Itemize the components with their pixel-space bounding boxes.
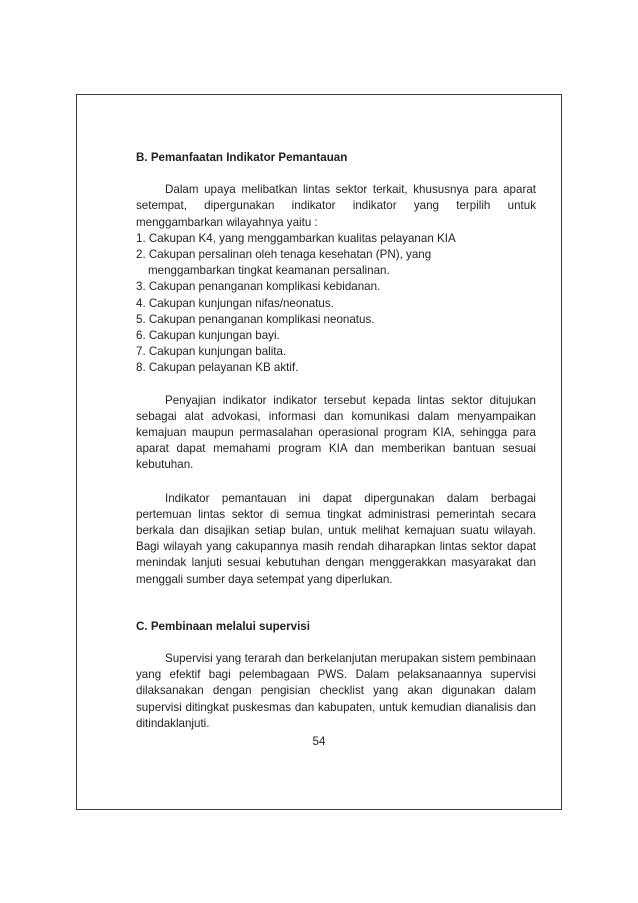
list-item-continuation: menggambarkan tingkat keamanan persalinan. <box>148 264 390 278</box>
section-c-heading: C. Pembinaan melalui supervisi <box>136 619 310 633</box>
list-item: 5. Cakupan penanganan komplikasi neonatus. <box>136 312 375 326</box>
list-item: 3. Cakupan penanganan komplikasi kebidanan. <box>136 280 381 294</box>
section-b-heading: B. Pemanfaatan Indikator Pemantauan <box>136 151 348 164</box>
list-item: 1. Cakupan K4, yang menggambarkan kualitas pelayanan KIA <box>136 231 456 245</box>
section-c-paragraph-1-text: Supervisi yang terarah dan berkelanjutan merupakan sistem pembinaan yang efektif bagi pelembagaan PWS. Dalam pelaksanaannya supervisi dilaksanakan dengan pengisian checklist yang akan digunakan dalam supervisi ditingkat puskesmas dan kabupaten, untuk kemudian dianalisis dan ditindaklanjuti. <box>136 652 536 730</box>
section-b-paragraph-2-text: Penyajian indikator indikator tersebut kepada lintas sektor ditujukan sebagai alat advokasi, informasi dan komunikasi dalam menyampaikan kemajuan maupun permasalahan operasional program KIA, sehingga para aparat dapat memahami program KIA dan memberikan bantuan sesuai kebutuhan. <box>136 393 536 472</box>
section-b-intro-text: Dalam upaya melibatkan lintas sektor terkait, khususnya para aparat setempat, dipergunakan indikator indikator yang terpilih untuk menggambarkan wilayahnya yaitu : <box>136 183 536 229</box>
list-item: 4. Cakupan kunjungan nifas/neonatus. <box>136 296 334 310</box>
section-c-paragraph-1 <box>136 651 536 732</box>
section-b-paragraph-3 <box>136 491 536 588</box>
page-number: 54 <box>312 735 326 748</box>
section-b-paragraph-2 <box>136 393 536 474</box>
list-item: 8. Cakupan pelayanan KB aktif. <box>136 361 299 375</box>
indicator-list <box>136 231 536 377</box>
list-item: 7. Cakupan kunjungan balita. <box>136 345 287 359</box>
section-b-intro <box>136 182 536 231</box>
page-content <box>136 150 536 732</box>
list-item: 2. Cakupan persalinan oleh tenaga kesehatan (PN), yang <box>136 248 432 262</box>
section-b-paragraph-3-text: Indikator pemantauan ini dapat dipergunakan dalam berbagai pertemuan lintas sektor di semua tingkat administrasi pemerintah secara berkala dan disajikan setiap bulan, untuk melihat kemajuan suatu wilayah. Bagi wilayah yang cakupannya masih rendah diharapkan lintas sektor dapat menindak lanjuti sesuai kebutuhan dengan menggerakkan masyarakat dan menggali sumber daya setempat yang diperlukan. <box>136 491 536 586</box>
list-item: 6. Cakupan kunjungan bayi. <box>136 329 280 343</box>
